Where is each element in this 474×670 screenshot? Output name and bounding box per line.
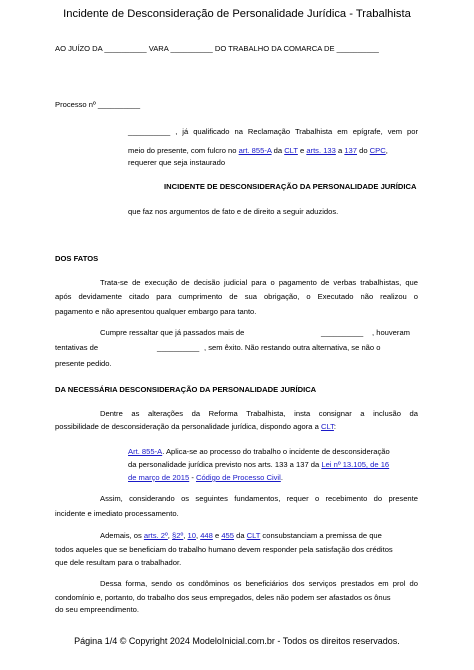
intro-end: que faz nos argumentos de fato e de direito a seguir aduzidos. [128, 207, 339, 216]
facts-p1-line-1: Trata-se de execução de decisão judicial para o pagamento de verbas trabalhistas, que [100, 278, 418, 287]
necessity-text: , [183, 531, 188, 540]
quote-line-1 [128, 445, 390, 458]
necessity-p4-line-2: condomínio e, portanto, do trabalho dos seus empregados, deles não podem ser afastados os ônus [55, 593, 391, 602]
necessity-p3-line-3: que dele resultam para o trabalhador. [55, 558, 182, 567]
section-heading-facts: DOS FATOS [55, 254, 99, 263]
quote-line-2 [128, 458, 389, 471]
link-lei-date[interactable]: de março de 2015 [128, 473, 190, 482]
intro-text: , [385, 146, 388, 155]
link-clt[interactable]: CLT [246, 531, 261, 540]
quote-text: . [280, 473, 283, 482]
quote-line-3 [128, 471, 283, 484]
facts-p1-line-3: pagamento e não apresentou qualquer embargo para tanto. [55, 307, 257, 316]
intro-text: a [335, 146, 345, 155]
necessity-text: da [233, 531, 247, 540]
necessity-text: , [195, 531, 201, 540]
facts-p2-line-2c: , sem êxito. Não restando outra alternativa, se não o [204, 343, 381, 352]
necessity-p3-line-1 [100, 529, 382, 542]
link-448[interactable]: 448 [200, 531, 213, 540]
link-par-2[interactable]: §2º [172, 531, 184, 540]
link-clt[interactable]: CLT [320, 422, 334, 431]
necessity-text: possibilidade de desconsideração da personalidade jurídica, dispondo agora a [55, 422, 321, 431]
necessity-text: , [167, 531, 173, 540]
intro-text: da [271, 146, 285, 155]
facts-p2-line-1c: , houveram [372, 328, 410, 337]
necessity-p3-line-2: todos aqueles que se beneficiam do trabalho humano devem responder pela satisfação dos créditos [55, 545, 393, 554]
necessity-p4-line-1: Dessa forma, sendo os condôminos os beneficiários dos serviços prestados em prol do [100, 579, 418, 588]
link-arts-2[interactable]: arts. 2º [143, 531, 168, 540]
necessity-p1-line-2 [55, 420, 336, 433]
link-art-855a[interactable]: art. 855-A [238, 146, 272, 155]
court-address-line: AO JUÍZO DA __________ VARA __________ DO TRABALHO DA COMARCA DE __________ [55, 44, 379, 53]
link-455[interactable]: 455 [221, 531, 234, 540]
link-lei-13105[interactable]: Lei nº 13.105, de 16 [321, 460, 390, 469]
necessity-text: consubstanciam a premissa de que [260, 531, 382, 540]
link-clt[interactable]: CLT [284, 146, 298, 155]
link-art-855a-quote[interactable]: Art. 855-A [128, 447, 163, 456]
facts-p2-line-1a: Cumpre ressaltar que já passados mais de [100, 328, 245, 337]
page-footer: Página 1/4 © Copyright 2024 ModeloInicial.com.br - Todos os direitos reservados. [74, 636, 400, 646]
facts-p2-line-1b: __________ [321, 328, 364, 337]
facts-p1-line-2: após devidamente citado para cumprimento de sua obrigação, o Executado não realizou o [55, 292, 418, 301]
intro-text: do [357, 146, 370, 155]
necessity-p2-line-2: incidente e imediato processamento. [55, 509, 179, 518]
link-cpc-full[interactable]: Código de Processo Civil [195, 473, 281, 482]
necessity-text: e [212, 531, 222, 540]
facts-p2-line-2b: __________ [157, 343, 200, 352]
intro-text: meio do presente, com fulcro no [128, 146, 239, 155]
necessity-text: : [333, 422, 337, 431]
link-cpc[interactable]: CPC [369, 146, 386, 155]
link-arts-133[interactable]: arts. 133 [306, 146, 336, 155]
incident-title: INCIDENTE DE DESCONSIDERAÇÃO DA PERSONALIDADE JURÍDICA [164, 182, 417, 191]
facts-p2-line-3: presente pedido. [55, 359, 112, 368]
intro-line-1: __________ , já qualificado na Reclamação Trabalhista em epígrafe, vem por [128, 127, 418, 136]
intro-text: e [297, 146, 307, 155]
intro-line-3: requerer que seja instaurado [128, 158, 226, 167]
necessity-p4-line-3: do seu empreendimento. [55, 605, 140, 614]
quote-text: da personalidade jurídica previsto nos arts. 133 a 137 da [128, 460, 322, 469]
link-137[interactable]: 137 [344, 146, 357, 155]
document-header-title: Incidente de Desconsideração de Personalidade Jurídica - Trabalhista [63, 8, 411, 20]
section-heading-necessity: DA NECESSÁRIA DESCONSIDERAÇÃO DA PERSONALIDADE JURÍDICA [55, 385, 317, 394]
quote-text: - [189, 473, 196, 482]
process-number-line: Processo nº __________ [55, 100, 141, 109]
facts-p2-line-2a: tentativas de [55, 343, 99, 352]
necessity-p2-line-1: Assim, considerando os seguintes fundamentos, requer o recebimento do presente [100, 494, 418, 503]
quote-text: . Aplica-se ao processo do trabalho o incidente de desconsideração [162, 447, 390, 456]
necessity-p1-line-1: Dentre as alterações da Reforma Trabalhista, insta consignar a inclusão da [100, 409, 418, 418]
necessity-text: Ademais, os [100, 531, 144, 540]
link-10[interactable]: 10 [187, 531, 196, 540]
